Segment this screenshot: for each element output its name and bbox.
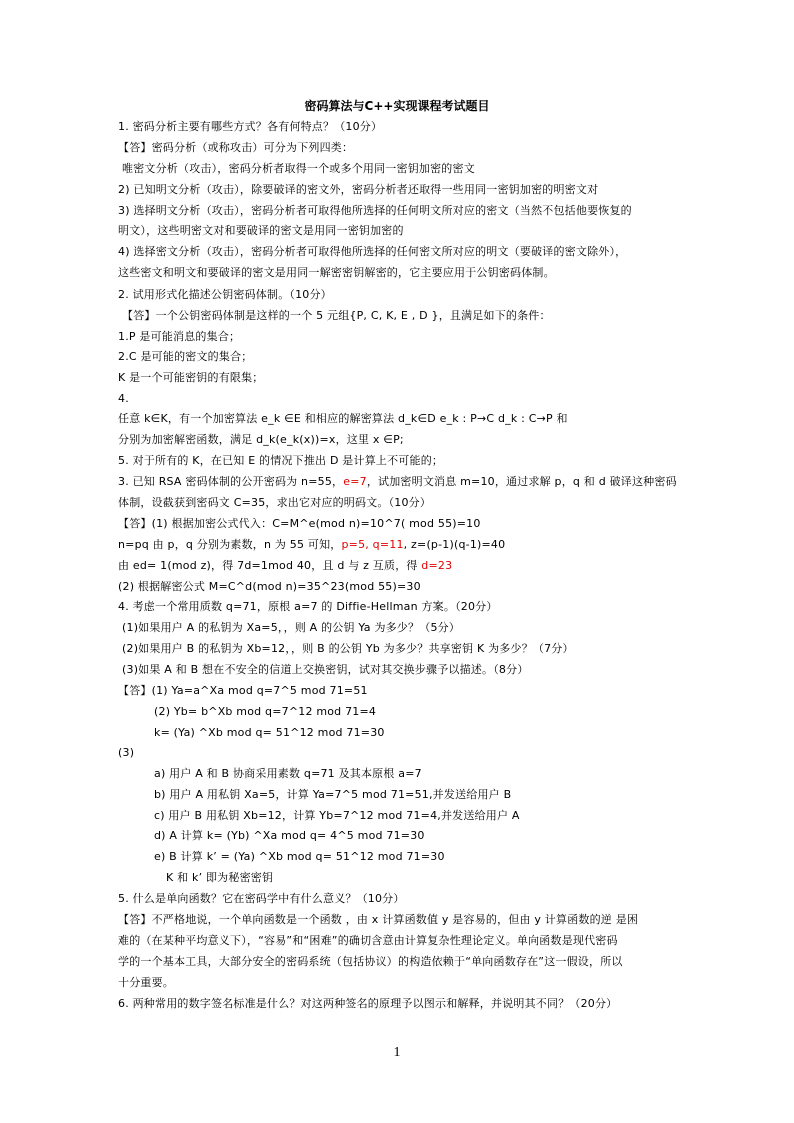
- answer-1-item-4-cont: 这些密文和明文和要破译的密文是用同一解密密钥解密的，它主要应用于公钥密码体制。: [118, 266, 555, 279]
- answer-2-cond-5: 5. 对于所有的 K，在已知 E 的情况下推出 D 是计算上不可能的；: [118, 454, 444, 467]
- answer-3-d: 由 ed= 1(mod z)，得 7d=1mod 40，且 d 与 z 互质，得 d=23: [118, 559, 453, 572]
- answer-2-cond-3: K 是一个可能密钥的有限集；: [118, 371, 264, 384]
- answer-1-item-3: 3) 选择明文分析（攻击），密码分析者可取得他所选择的任何明文所对应的密文（当然不包括他要恢复的: [118, 204, 632, 217]
- question-4-part-3: (3)如果 A 和 B 想在不安全的信道上交换密钥，试对其交换步骤予以描述。（8分）: [122, 663, 529, 676]
- question-5: 5. 什么是单向函数？它在密码学中有什么意义？（10分）: [118, 892, 405, 905]
- answer-3-factor: n=pq 由 p，q 分别为素数，n 为 55 可知，p=5, q=11, z=(p-1)(q-1)=40: [118, 538, 506, 551]
- answer-5-line-4: 十分重要。: [118, 976, 174, 989]
- answer-4-conclusion: K 和 k’ 即为秘密密钥: [166, 871, 274, 884]
- answer-4-step-b: b) 用户 A 用私钥 Xa=5，计算 Ya=7^5 mod 71=51,并发送给用户 B: [154, 788, 512, 801]
- answer-1-item-3-cont: 明文），这些明密文对和要破译的密文是用同一密钥加密的: [118, 224, 404, 237]
- answer-4-shared-key: k= (Ya) ^Xb mod q= 51^12 mod 71=30: [154, 726, 385, 739]
- highlight-value: p=5, q=11: [341, 538, 404, 551]
- answer-2-cond-4: 任意 k∈K，有一个加密算法 e_k ∈E 和相应的解密算法 d_k∈D e_k : P→C d_k : C→P 和: [118, 412, 568, 425]
- question-6: 6. 两种常用的数字签名标准是什么？对这两种签名的原理予以图示和解释，并说明其不同？（20分）: [118, 997, 618, 1010]
- answer-1-item-4: 4) 选择密文分析（攻击），密码分析者可取得他所选择的任何密文所对应的明文（要破译的密文除外），: [118, 245, 627, 258]
- answer-4-part-2: (2) Yb= b^Xb mod q=7^12 mod 71=4: [154, 705, 377, 718]
- question-4-part-2: (2)如果用户 B 的私钥为 Xb=12，，则 B 的公钥 Yb 为多少？共享密钥 K 为多少？（7分）: [122, 642, 574, 655]
- question-1: 1. 密码分析主要有哪些方式？各有何特点？（10分）: [118, 120, 383, 133]
- answer-4-part-3-label: (3): [118, 746, 135, 759]
- answer-5-line-1: 【答】不严格地说，一个单向函数是一个函数 ，由 x 计算函数值 y 是容易的，但由 y 计算函数的逆 是困: [118, 913, 639, 926]
- answer-4-step-a: a) 用户 A 和 B 协商采用素数 q=71 及其本原根 a=7: [154, 767, 422, 780]
- answer-2-cond-4-cont: 分别为加密解密函数，满足 d_k(e_k(x))=x，这里 x ∈P;: [118, 433, 404, 446]
- answer-5-line-2: 难的（在某种平均意义下），“容易”和“困难”的确切含意由计算复杂性理论定义。单向函数是现代密码: [118, 934, 618, 947]
- highlight-value: e=7: [343, 475, 367, 488]
- highlight-value: d=23: [421, 559, 453, 572]
- question-3-cont: 体制，设截获到密码文 C=35，求出它对应的明码文。（10分）: [118, 496, 432, 509]
- question-3: 3. 已知 RSA 密码体制的公开密码为 n=55，e=7，试加密明文消息 m=10，通过求解 p，q 和 d 破译这种密码: [118, 475, 677, 488]
- answer-4-step-c: c) 用户 B 用私钥 Xb=12，计算 Yb=7^12 mod 71=4,并发送给用户 A: [154, 809, 520, 822]
- question-4-part-1: (1)如果用户 A 的私钥为 Xa=5，，则 A 的公钥 Ya 为多少？（5分）: [122, 621, 461, 634]
- answer-4-step-d: d) A 计算 k= (Yb) ^Xa mod q= 4^5 mod 71=30: [154, 829, 425, 842]
- answer-4-step-e: e) B 计算 k’ = (Ya) ^Xb mod q= 51^12 mod 71=30: [154, 850, 445, 863]
- question-4: 4. 考虑一个常用质数 q=71，原根 a=7 的 Diffie-Hellman 方案。（20分）: [118, 600, 498, 613]
- answer-2-intro: 【答】一个公钥密码体制是这样的一个 5 元组{P, C, K, E , D }，且满足如下的条件：: [122, 309, 551, 322]
- answer-3-step-1: 【答】(1) 根据加密公式代入：C=M^e(mod n)=10^7( mod 55)=10: [118, 517, 481, 530]
- answer-3-step-2: (2) 根据解密公式 M=C^d(mod n)=35^23(mod 55)=30: [118, 580, 421, 593]
- answer-5-line-3: 学的一个基本工具，大部分安全的密码系统（包括协议）的构造依赖于“单向函数存在”这一假设，所以: [118, 955, 623, 968]
- answer-1-intro: 【答】密码分析（或称攻击）可分为下列四类：: [118, 141, 354, 154]
- question-2: 2. 试用形式化描述公钥密码体制。（10分）: [118, 288, 332, 301]
- page-title: 密码算法与C++实现课程考试题目: [304, 99, 490, 113]
- answer-2-cond-1: 1.P 是可能消息的集合；: [118, 330, 241, 343]
- answer-2-cond-4-label: 4.: [118, 392, 129, 405]
- answer-4-part-1: 【答】(1) Ya=a^Xa mod q=7^5 mod 71=51: [118, 684, 368, 697]
- answer-1-item-1: 唯密文分析（攻击），密码分析者取得一个或多个用同一密钥加密的密文: [122, 162, 475, 175]
- answer-2-cond-2: 2.C 是可能的密文的集合；: [118, 350, 253, 363]
- page-number: 1: [393, 1045, 401, 1060]
- answer-1-item-2: 2) 已知明文分析（攻击），除要破译的密文外，密码分析者还取得一些用同一密钥加密的明密文对: [118, 183, 599, 196]
